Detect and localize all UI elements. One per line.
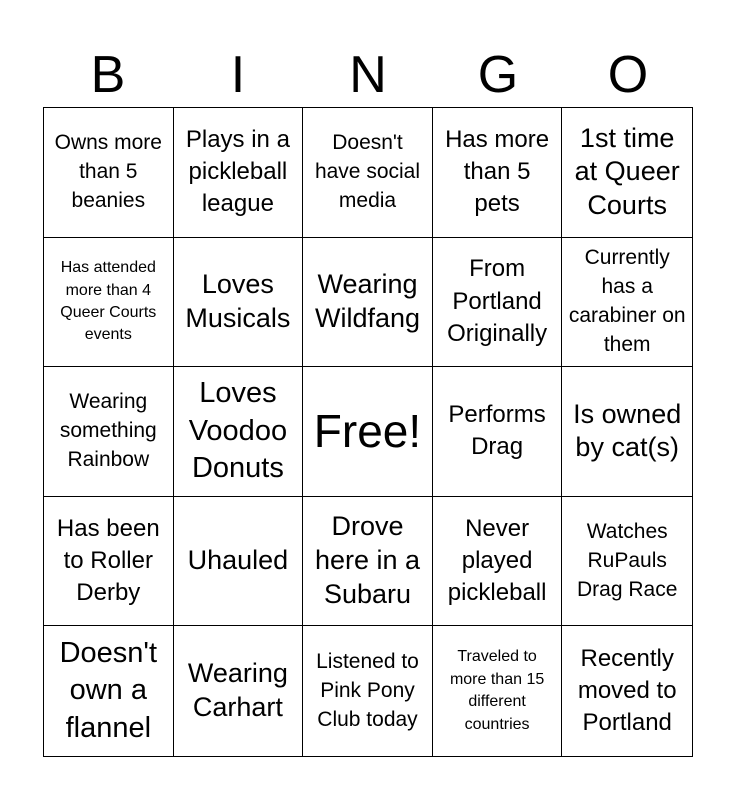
bingo-cell[interactable]: [433, 108, 563, 238]
cell-text: Has attended more than 4 Queer Courts events: [60, 259, 157, 344]
bingo-cell[interactable]: [562, 626, 692, 756]
bingo-cell[interactable]: [303, 108, 433, 238]
cell-text: Uhauled: [187, 545, 289, 576]
bingo-cell[interactable]: [562, 238, 692, 368]
bingo-cell[interactable]: [174, 238, 304, 368]
free-space-cell[interactable]: [303, 367, 433, 497]
bingo-cell[interactable]: [174, 367, 304, 497]
bingo-cell[interactable]: [562, 497, 692, 627]
cell-text: Doesn't own a flannel: [59, 636, 157, 745]
bingo-cell[interactable]: [303, 238, 433, 368]
bingo-cell[interactable]: [174, 626, 304, 756]
cell-text: Has been to Roller Derby: [56, 514, 160, 607]
cell-text: Currently has a carabiner on them: [568, 245, 686, 356]
bingo-cell[interactable]: [562, 367, 692, 497]
cell-text: Wearing Carhart: [187, 658, 288, 723]
bingo-cell[interactable]: [174, 497, 304, 627]
cell-text: Never played pickleball: [447, 514, 547, 607]
cell-text: Listened to Pink Pony Club today: [316, 649, 419, 731]
cell-text: Plays in a pickleball league: [185, 125, 290, 218]
header-letter-o: O: [607, 46, 649, 104]
header-letter-g: G: [477, 46, 519, 104]
bingo-cell[interactable]: [44, 108, 174, 238]
header-letter-n: N: [349, 46, 387, 104]
bingo-header: [43, 44, 693, 106]
bingo-cell[interactable]: [433, 367, 563, 497]
cell-text: Wearing Wildfang: [314, 269, 421, 333]
cell-text: From Portland Originally: [447, 255, 548, 348]
bingo-cell[interactable]: [303, 626, 433, 756]
cell-text: 1st time at Queer Courts: [574, 122, 680, 221]
cell-text: Recently moved to Portland: [577, 644, 677, 737]
header-letter-i: I: [230, 46, 246, 104]
cell-text: Has more than 5 pets: [445, 125, 550, 218]
cell-text: Is owned by cat(s): [573, 398, 682, 463]
cell-text: Loves Musicals: [185, 269, 291, 333]
bingo-cell[interactable]: [433, 238, 563, 368]
bingo-cell[interactable]: [174, 108, 304, 238]
cell-text: Watches RuPauls Drag Race: [577, 519, 678, 601]
header-letter-b: B: [90, 46, 126, 104]
bingo-cell[interactable]: [562, 108, 692, 238]
cell-text: Performs Drag: [448, 401, 546, 461]
bingo-cell[interactable]: [433, 497, 563, 627]
cell-text: Doesn't have social media: [314, 130, 421, 212]
cell-text: Traveled to more than 15 different countries: [449, 648, 545, 733]
bingo-cell[interactable]: [44, 626, 174, 756]
cell-text: Owns more than 5 beanies: [54, 130, 162, 212]
bingo-cell[interactable]: [303, 497, 433, 627]
bingo-cell[interactable]: [44, 238, 174, 368]
cell-text: Loves Voodoo Donuts: [188, 376, 288, 485]
bingo-cell[interactable]: [44, 367, 174, 497]
bingo-cell[interactable]: [433, 626, 563, 756]
bingo-cell[interactable]: [44, 497, 174, 627]
cell-text: Drove here in a Subaru: [314, 511, 421, 609]
cell-text: Wearing something Rainbow: [59, 390, 157, 471]
free-space-label: Free!: [313, 405, 422, 458]
bingo-board: [43, 107, 693, 757]
